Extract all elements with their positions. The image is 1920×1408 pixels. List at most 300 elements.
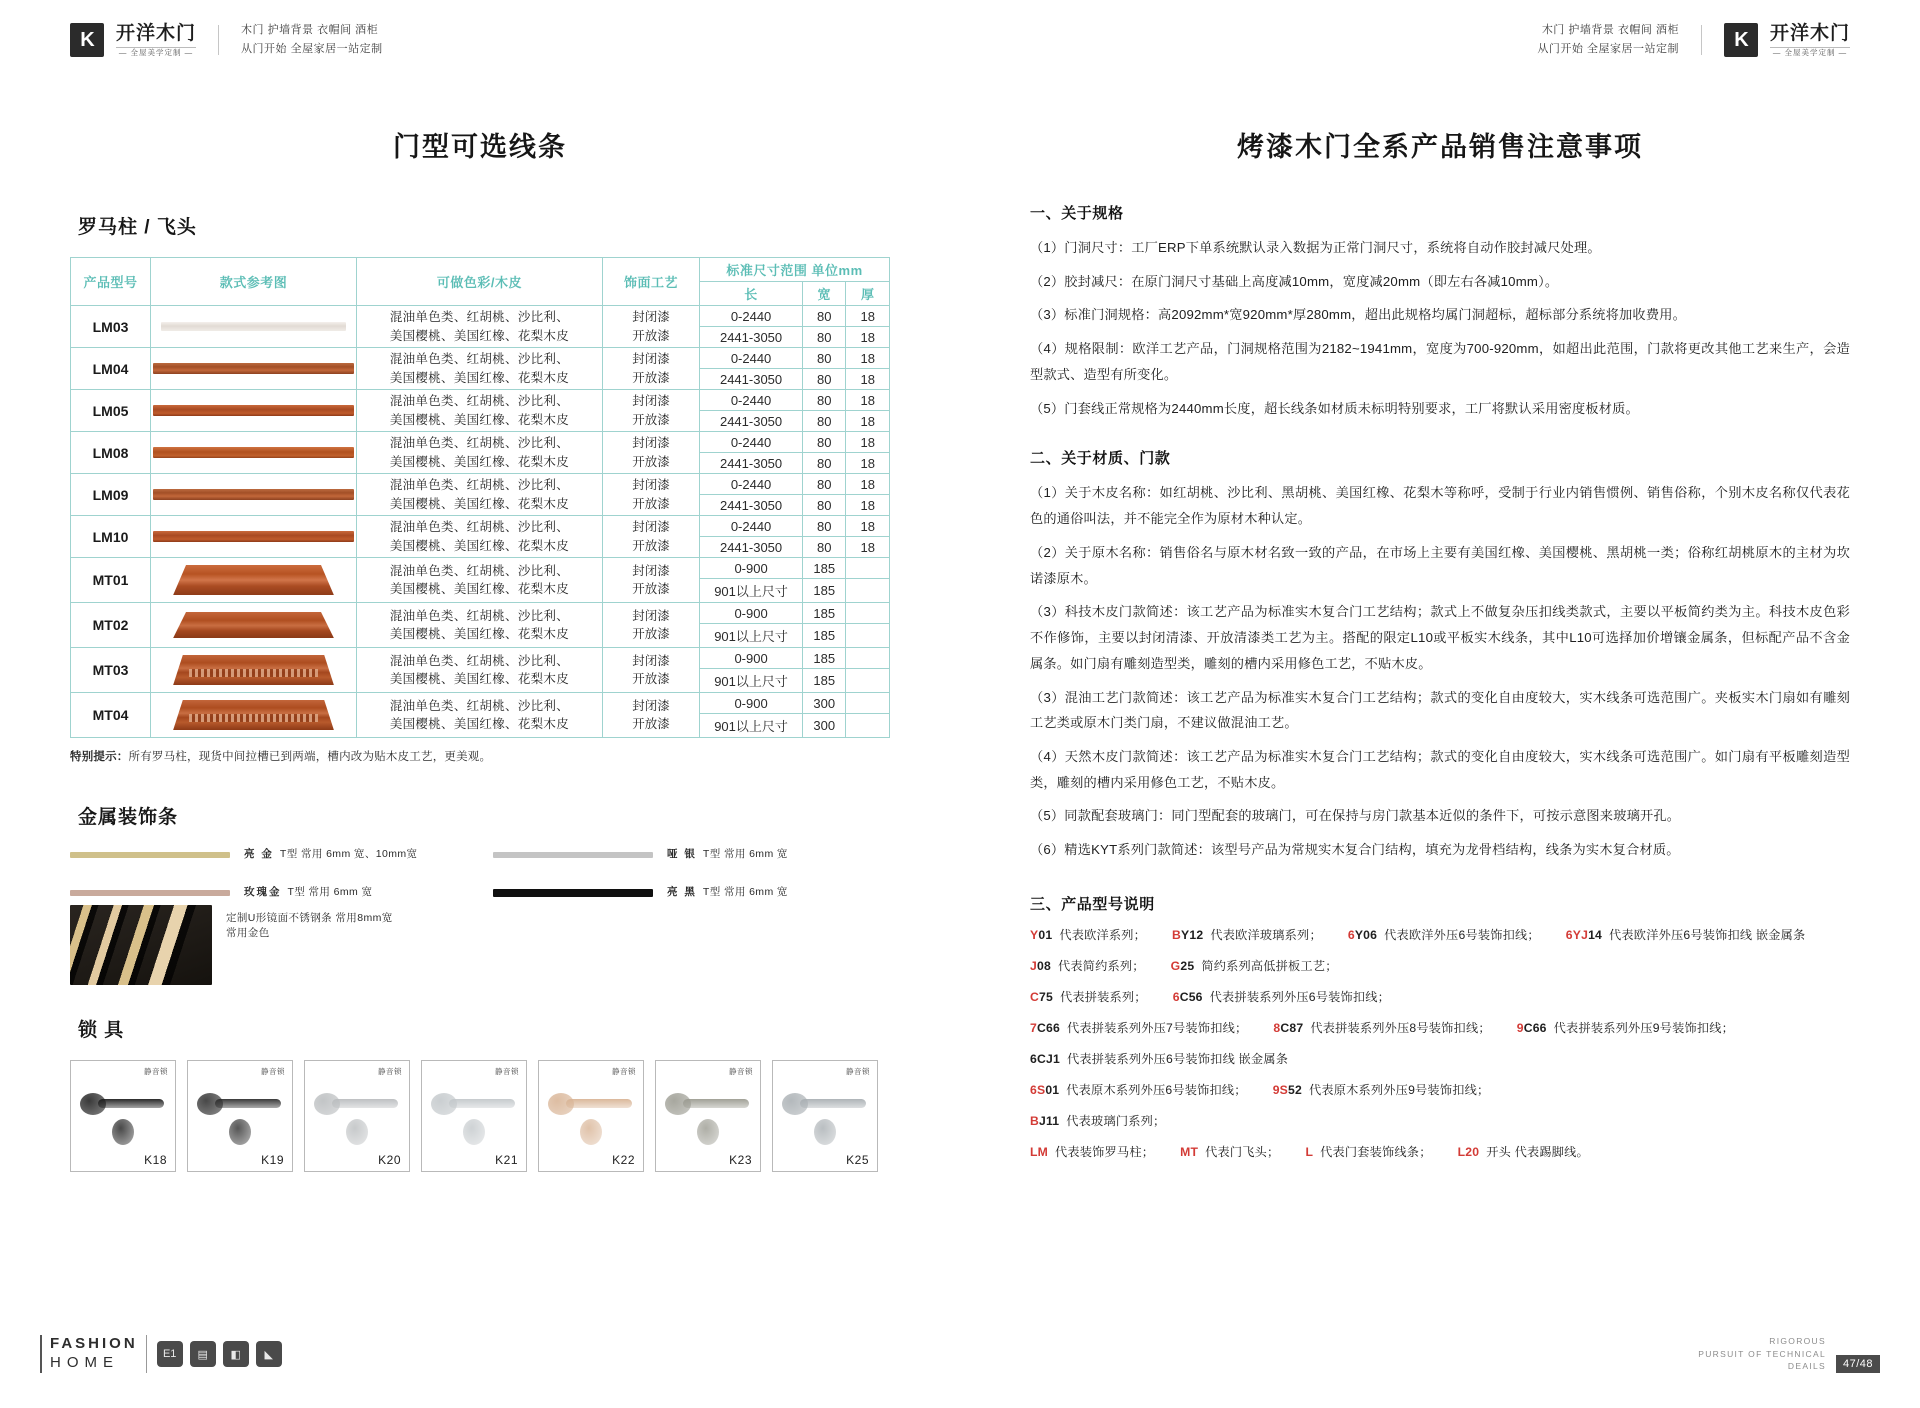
- header-tagline-left: [241, 21, 383, 58]
- notice-item: （3）标准门洞规格：高2092mm*宽920mm*厚280mm，超出此规格均属门洞超标，超标部分系统将加收费用。: [1030, 307, 1686, 323]
- model-code-description: 代表拼装系列外压6号装饰扣线 嵌金属条: [1066, 1051, 1289, 1066]
- cell-width: 80: [803, 537, 846, 558]
- cell-thickness: [846, 648, 890, 669]
- brand-wordmark-right: [1770, 23, 1850, 57]
- moulding-swatch: [173, 565, 334, 595]
- cell-thickness: 18: [846, 411, 890, 432]
- cell-image: [151, 474, 357, 516]
- cell-finish: 封闭漆 开放漆: [602, 516, 699, 558]
- model-code-entry: [1171, 957, 1338, 974]
- model-code-description: 代表门飞头；: [1205, 1144, 1280, 1159]
- moulding-swatch: [173, 612, 334, 638]
- cell-model: LM05: [71, 390, 151, 432]
- model-code-entry: [1030, 1112, 1165, 1129]
- cell-color: 混油单色类、红胡桃、沙比利、 美国樱桃、美国红橡、花梨木皮: [356, 603, 602, 648]
- th-size-group: 标准尺寸范围 单位mm: [700, 258, 890, 282]
- cell-length: 0-2440: [700, 390, 803, 411]
- cell-length: 2441-3050: [700, 537, 803, 558]
- eco-certificate-icon: E1: [157, 1341, 183, 1367]
- metal-strip-item: [493, 885, 890, 901]
- model-code-entry: [1030, 988, 1147, 1005]
- footer-brand-line-1: FASHION: [50, 1335, 138, 1353]
- lock-handle-icon: [548, 1093, 632, 1115]
- model-code-key: 9C66: [1516, 1020, 1547, 1035]
- notice-item: （2）胶封减尺：在原门洞尺寸基础上高度减10mm，宽度减20mm（即左右各减10mm）。: [1030, 273, 1559, 289]
- cell-width: 80: [803, 390, 846, 411]
- u-channel-line-2: 常用金色: [226, 927, 270, 940]
- brand-mark-icon: K: [70, 23, 104, 57]
- th-image: 款式参考图: [151, 258, 357, 306]
- model-code-key: 6S01: [1030, 1082, 1060, 1097]
- lock-handle-icon: [431, 1093, 515, 1115]
- metal-strip-label: 玫瑰金 T型 常用 6mm 宽: [244, 885, 373, 898]
- cell-thickness: [846, 624, 890, 648]
- notice-item: （1）门洞尺寸：工厂ERP下单系统默认录入数据为正常门洞尺寸，系统将自动作胶封减尺处理。: [1030, 240, 1601, 255]
- lock-card[interactable]: [187, 1060, 293, 1172]
- cell-width: 80: [803, 411, 846, 432]
- model-code-row: [1030, 1050, 1850, 1067]
- cell-length: 2441-3050: [700, 369, 803, 390]
- cell-image: [151, 390, 357, 432]
- model-code-entry: [1458, 1143, 1589, 1160]
- model-code-key: 6Y06: [1347, 927, 1378, 942]
- lock-handle-icon: [314, 1093, 398, 1115]
- metal-strip-item: [70, 847, 467, 863]
- table-body: [71, 306, 890, 738]
- table-row: [71, 516, 890, 537]
- section-title-metal-strips: 金属装饰条: [78, 807, 179, 828]
- cell-width: 185: [803, 603, 846, 624]
- model-code-key: BJ11: [1030, 1113, 1060, 1128]
- notice-section-heading: 一、关于规格: [1030, 205, 1124, 222]
- cell-image: [151, 648, 357, 693]
- model-code-key: 8C87: [1273, 1020, 1304, 1035]
- moulding-swatch: [153, 363, 354, 374]
- cell-width: 185: [803, 669, 846, 693]
- section-title-roman-column: 罗马柱 / 飞头: [78, 217, 197, 238]
- cell-length: 0-2440: [700, 516, 803, 537]
- footer-slogan: [1698, 1335, 1826, 1373]
- model-code-key: Y01: [1030, 927, 1053, 942]
- notice-item: （1）关于木皮名称：如红胡桃、沙比利、黑胡桃、美国红橡、花梨木等称呼，受制于行业内销售惯例、销售俗称，个别木皮名称仅代表花色的通俗叫法，并不能完全作为原材木种认定。: [1030, 485, 1850, 527]
- cell-image: [151, 693, 357, 738]
- table-row: [71, 390, 890, 411]
- brand-mark-icon-right: K: [1724, 23, 1758, 57]
- cell-width: 80: [803, 495, 846, 516]
- cell-image: [151, 603, 357, 648]
- cell-image: [151, 306, 357, 348]
- model-code-key: G25: [1170, 958, 1195, 973]
- cell-color: 混油单色类、红胡桃、沙比利、 美国樱桃、美国红橡、花梨木皮: [356, 306, 602, 348]
- model-code-description: 代表欧洋外压6号装饰扣线；: [1384, 927, 1540, 942]
- model-code-description: 代表玻璃门系列；: [1066, 1113, 1166, 1128]
- model-code-entry: [1172, 926, 1322, 943]
- model-code-description: 代表欧洋玻璃系列；: [1210, 927, 1322, 942]
- left-page-title: 门型可选线条: [393, 132, 567, 162]
- tagline-right-line-1: 木门 护墙背景 衣帽间 酒柜: [1541, 24, 1679, 37]
- brand-name-right: 开洋木门: [1769, 22, 1850, 44]
- cell-width: 80: [803, 432, 846, 453]
- cell-width: 185: [803, 579, 846, 603]
- model-code-row: [1030, 957, 1850, 974]
- left-column: [0, 95, 960, 1318]
- model-code-entry: [1030, 1143, 1154, 1160]
- lock-code: K18: [144, 1152, 167, 1167]
- model-code-entry: [1566, 926, 1806, 943]
- lock-tag: 静音锁: [495, 1066, 519, 1076]
- cell-thickness: [846, 669, 890, 693]
- brand-logo-left: [70, 21, 383, 58]
- lock-tag: 静音锁: [612, 1066, 636, 1076]
- model-code-entry: [1030, 1081, 1247, 1098]
- footer-slogan-line-3: DEAILS: [1787, 1361, 1826, 1372]
- brand-name: 开洋木门: [116, 22, 197, 44]
- table-row: [71, 348, 890, 369]
- model-code-row: [1030, 1143, 1850, 1160]
- th-length: 长: [700, 282, 803, 306]
- moulding-swatch: [153, 447, 354, 458]
- notice-item: （4）规格限制：欧洋工艺产品，门洞规格范围为2182~1941mm，宽度为700-920mm，如超出此范围，门款将更改其他工艺来生产，会造型款式、造型有所变化。: [1030, 341, 1850, 382]
- cell-model: LM10: [71, 516, 151, 558]
- lock-cylinder-icon: [814, 1119, 836, 1145]
- cell-thickness: 18: [846, 348, 890, 369]
- notice-item: （2）关于原木名称：销售俗名与原木材名致一致的产品，在市场上主要有美国红橡、美国樱桃、黑胡桃一类；俗称红胡桃原木的主材为坎诺漆原木。: [1030, 544, 1850, 586]
- cell-thickness: 18: [846, 495, 890, 516]
- model-code-description: 代表拼装系列；: [1059, 989, 1147, 1004]
- cell-image: [151, 348, 357, 390]
- lock-cylinder-icon: [346, 1119, 368, 1145]
- cell-model: MT03: [71, 648, 151, 693]
- model-code-description: 代表门套装饰线条；: [1320, 1144, 1432, 1159]
- model-code-entry: [1030, 957, 1145, 974]
- section-title-locks: 锁 具: [78, 1019, 125, 1041]
- cell-color: 混油单色类、红胡桃、沙比利、 美国樱桃、美国红橡、花梨木皮: [356, 348, 602, 390]
- footer-meta: [1698, 1335, 1880, 1373]
- cell-width: 185: [803, 624, 846, 648]
- cell-model: LM08: [71, 432, 151, 474]
- cell-thickness: [846, 693, 890, 714]
- cell-width: 185: [803, 648, 846, 669]
- table-note-text: 所有罗马柱，现货中间拉槽已到两端，槽内改为贴木皮工艺，更美观。: [128, 751, 492, 763]
- lock-tag: 静音锁: [378, 1066, 402, 1076]
- moulding-swatch: [161, 322, 346, 331]
- lock-code: K23: [729, 1152, 752, 1167]
- cell-length: 2441-3050: [700, 327, 803, 348]
- model-code-row: [1030, 1112, 1850, 1129]
- lock-handle-icon: [197, 1093, 281, 1115]
- model-code-key: 6YJ14: [1565, 927, 1603, 942]
- lock-tag: 静音锁: [846, 1066, 870, 1076]
- metal-strip-label: 亮 黑 T型 常用 6mm 宽: [667, 885, 788, 898]
- tagline-line-1: 木门 护墙背景 衣帽间 酒柜: [241, 24, 379, 37]
- metal-u-channel-item: [70, 905, 890, 985]
- cell-color: 混油单色类、红胡桃、沙比利、 美国樱桃、美国红橡、花梨木皮: [356, 474, 602, 516]
- product-line-table: [70, 257, 890, 738]
- model-code-entry: [1173, 988, 1390, 1005]
- model-code-entry: [1305, 1143, 1431, 1160]
- model-code-entry: [1180, 1143, 1279, 1160]
- model-code-description: 代表原木系列外压9号装饰扣线；: [1308, 1082, 1490, 1097]
- cell-finish: 封闭漆 开放漆: [602, 648, 699, 693]
- cell-thickness: 18: [846, 369, 890, 390]
- notice-sections: [1030, 202, 1850, 863]
- cell-width: 80: [803, 474, 846, 495]
- lock-card[interactable]: [538, 1060, 644, 1172]
- cell-thickness: 18: [846, 453, 890, 474]
- model-code-key: 6C56: [1172, 989, 1203, 1004]
- model-code-description: 代表拼装系列外压7号装饰扣线；: [1066, 1020, 1248, 1035]
- u-channel-photo: [70, 905, 212, 985]
- model-code-key: LM: [1030, 1144, 1048, 1159]
- metal-strip-list: [70, 847, 890, 901]
- lock-cylinder-icon: [580, 1119, 602, 1145]
- u-channel-line-1: 定制U形镜面不锈钢条 常用8mm宽: [226, 911, 393, 924]
- lock-tag: 静音锁: [261, 1066, 285, 1076]
- lock-tag: 静音锁: [144, 1066, 168, 1076]
- model-code-description: 开头 代表踢脚线。: [1486, 1144, 1589, 1159]
- lock-handle-icon: [665, 1093, 749, 1115]
- model-code-description: 代表拼装系列外压6号装饰扣线；: [1209, 989, 1391, 1004]
- cell-thickness: [846, 714, 890, 738]
- model-code-entry: [1348, 926, 1540, 943]
- moulding-swatch: [153, 405, 354, 416]
- cell-model: LM09: [71, 474, 151, 516]
- cell-color: 混油单色类、红胡桃、沙比利、 美国樱桃、美国红橡、花梨木皮: [356, 432, 602, 474]
- cell-thickness: 18: [846, 327, 890, 348]
- model-code-entry: [1273, 1081, 1490, 1098]
- cell-length: 0-2440: [700, 306, 803, 327]
- cell-image: [151, 516, 357, 558]
- table-note-label: 特别提示：: [70, 751, 129, 763]
- cell-thickness: 18: [846, 474, 890, 495]
- brand-wordmark: [116, 23, 196, 57]
- model-code-key: L: [1305, 1144, 1314, 1159]
- footer-brand: [40, 1335, 282, 1373]
- th-color: 可做色彩/木皮: [356, 258, 602, 306]
- cell-thickness: 18: [846, 306, 890, 327]
- model-code-key: 7C66: [1030, 1020, 1060, 1035]
- notice-item: （6）精选KYT系列门款简述：该型号产品为常规实木复合门结构，填充为龙骨档结构，线条为实木复合材质。: [1030, 842, 1680, 858]
- cell-model: MT02: [71, 603, 151, 648]
- cell-width: 300: [803, 714, 846, 738]
- notice-section-heading: 二、关于材质、门款: [1030, 450, 1171, 468]
- lock-code: K20: [378, 1152, 401, 1167]
- right-column: [960, 95, 1920, 1318]
- model-code-entry: [1030, 926, 1146, 943]
- cell-color: 混油单色类、红胡桃、沙比利、 美国樱桃、美国红橡、花梨木皮: [356, 516, 602, 558]
- model-code-key: MT: [1180, 1144, 1199, 1159]
- table-row: [71, 648, 890, 669]
- lock-code: K25: [846, 1152, 869, 1167]
- cell-length: 0-900: [700, 648, 803, 669]
- lock-card[interactable]: [421, 1060, 527, 1172]
- lock-card[interactable]: [655, 1060, 761, 1172]
- model-code-list: [1030, 926, 1850, 1160]
- cell-length: 901以上尺寸: [700, 669, 803, 693]
- lock-card[interactable]: [304, 1060, 410, 1172]
- metal-strip-swatch: [493, 889, 653, 897]
- cell-width: 80: [803, 348, 846, 369]
- model-code-description: 代表拼装系列外压8号装饰扣线；: [1310, 1020, 1491, 1035]
- lock-cylinder-icon: [112, 1119, 134, 1145]
- cell-length: 2441-3050: [700, 411, 803, 432]
- metal-strip-item: [70, 885, 467, 901]
- table-head: [71, 258, 890, 306]
- cell-thickness: 18: [846, 390, 890, 411]
- table-row: [71, 432, 890, 453]
- cell-color: 混油单色类、红胡桃、沙比利、 美国樱桃、美国红橡、花梨木皮: [356, 390, 602, 432]
- model-code-description: 代表拼装系列外压9号装饰扣线；: [1553, 1020, 1735, 1035]
- cell-length: 2441-3050: [700, 453, 803, 474]
- lock-cylinder-icon: [697, 1119, 719, 1145]
- door-install-icon: ◧: [223, 1341, 249, 1367]
- footer-brand-line-2: HOME: [50, 1354, 119, 1371]
- table-row: [71, 693, 890, 714]
- header-divider-right: [1701, 25, 1702, 55]
- cell-model: LM03: [71, 306, 151, 348]
- cell-finish: 封闭漆 开放漆: [602, 348, 699, 390]
- model-code-key: 9S52: [1272, 1082, 1302, 1097]
- lock-tag: 静音锁: [729, 1066, 753, 1076]
- cell-finish: 封闭漆 开放漆: [602, 693, 699, 738]
- moulding-swatch: [173, 700, 334, 730]
- cell-finish: 封闭漆 开放漆: [602, 306, 699, 348]
- cell-color: 混油单色类、红胡桃、沙比利、 美国樱桃、美国红橡、花梨木皮: [356, 558, 602, 603]
- metal-strip-label: 哑 银 T型 常用 6mm 宽: [667, 848, 788, 860]
- table-row: [71, 603, 890, 624]
- model-code-entry: [1030, 1050, 1288, 1067]
- page-number-badge: 47/48: [1836, 1355, 1880, 1373]
- th-thickness: 厚: [846, 282, 890, 306]
- table-note: [70, 748, 890, 764]
- cell-thickness: [846, 603, 890, 624]
- cell-color: 混油单色类、红胡桃、沙比利、 美国樱桃、美国红橡、花梨木皮: [356, 648, 602, 693]
- footer-icon-set: [157, 1341, 282, 1367]
- metal-strip-label: 亮 金 T型 常用 6mm 宽、10mm宽: [244, 848, 418, 860]
- model-code-entry: [1273, 1019, 1490, 1036]
- th-width: 宽: [803, 282, 846, 306]
- cell-width: 300: [803, 693, 846, 714]
- model-code-description: 简约系列高低拼板工艺；: [1201, 958, 1338, 973]
- cell-width: 80: [803, 306, 846, 327]
- lock-card[interactable]: [70, 1060, 176, 1172]
- lock-handle-icon: [80, 1093, 164, 1115]
- metal-strip-item: [493, 847, 890, 863]
- cell-image: [151, 558, 357, 603]
- cell-width: 185: [803, 558, 846, 579]
- model-code-key: 6CJ1: [1030, 1051, 1060, 1066]
- table-header-row-1: [71, 258, 890, 282]
- lock-cylinder-icon: [463, 1119, 485, 1145]
- cell-length: 0-2440: [700, 432, 803, 453]
- lock-card[interactable]: [772, 1060, 878, 1172]
- cell-length: 0-2440: [700, 348, 803, 369]
- model-code-key: BY12: [1172, 927, 1204, 942]
- metal-strip-swatch: [70, 852, 230, 858]
- brand-subtitle: — 全屋美学定制 —: [116, 47, 196, 58]
- notice-item: （3）混油工艺门款简述：该工艺产品为标准实木复合门工艺结构；款式的变化自由度较大，实木线条可选范围广。夹板实木门扇如有雕刻工艺类或原木门类门扇，不建议做混油工艺。: [1030, 689, 1850, 731]
- notice-item: （5）同款配套玻璃门：同门型配套的玻璃门，可在保持与房门款基本近似的条件下，可按示意图来玻璃开孔。: [1030, 808, 1681, 824]
- cell-length: 0-2440: [700, 474, 803, 495]
- cell-length: 901以上尺寸: [700, 579, 803, 603]
- th-model: 产品型号: [71, 258, 151, 306]
- model-code-description: 代表原木系列外压6号装饰扣线；: [1066, 1082, 1247, 1097]
- moulding-swatch: [173, 655, 334, 685]
- cell-length: 901以上尺寸: [700, 624, 803, 648]
- cell-model: MT01: [71, 558, 151, 603]
- cell-finish: 封闭漆 开放漆: [602, 474, 699, 516]
- metal-strip-swatch: [70, 890, 230, 896]
- cell-finish: 封闭漆 开放漆: [602, 603, 699, 648]
- cell-image: [151, 432, 357, 474]
- panel-layer-icon: ▤: [190, 1341, 216, 1367]
- model-code-description: 代表装饰罗马柱；: [1055, 1144, 1155, 1159]
- header-tagline-right: [1537, 21, 1679, 58]
- cell-width: 80: [803, 516, 846, 537]
- th-finish: 饰面工艺: [602, 258, 699, 306]
- tagline-right-line-2: 从门开始 全屋家居一站定制: [1537, 43, 1679, 55]
- cell-length: 2441-3050: [700, 495, 803, 516]
- notice-item: （4）天然木皮门款简述：该工艺产品为标准实木复合门工艺结构；款式的变化自由度较大，实木线条可选范围广。如门扇有平板雕刻造型类，雕刻的槽内采用修色工艺，不贴木皮。: [1030, 749, 1850, 790]
- fashion-home-wordmark: [40, 1335, 147, 1373]
- right-page-title: 烤漆木门全系产品销售注意事项: [1237, 132, 1643, 162]
- table-row: [71, 306, 890, 327]
- model-code-row: [1030, 988, 1850, 1005]
- lock-handle-icon: [782, 1093, 866, 1115]
- cell-length: 0-900: [700, 693, 803, 714]
- footer-slogan-line-2: PURSUIT OF TECHNICAL: [1698, 1348, 1826, 1359]
- notice-item: （3）科技木皮门款简述：该工艺产品为标准实木复合门工艺结构；款式上不做复杂压扣线类款式，主要以平板简约类为主。科技木皮色彩不作修饰，主要以封闭清漆、开放清漆类工艺为主。搭配的限定L10或平板实木线条，其中L10可选择加价增镶金属条，但标配产品不含金属条。如门扇有雕刻造型类，雕刻的槽内采用修色工艺，不贴木皮。: [1030, 604, 1850, 671]
- cell-thickness: 18: [846, 516, 890, 537]
- cell-width: 80: [803, 327, 846, 348]
- model-code-description: 代表欧洋系列；: [1059, 927, 1147, 942]
- model-code-row: [1030, 926, 1850, 943]
- model-code-key: C75: [1030, 989, 1053, 1004]
- cell-width: 80: [803, 369, 846, 390]
- tagline-line-2: 从门开始 全屋家居一站定制: [241, 43, 383, 55]
- page-body: [0, 95, 1920, 1318]
- brand-logo-right: [1537, 21, 1850, 58]
- cell-width: 80: [803, 453, 846, 474]
- lock-cylinder-icon: [229, 1119, 251, 1145]
- model-code-description: 代表欧洋外压6号装饰扣线 嵌金属条: [1609, 927, 1806, 942]
- cell-model: MT04: [71, 693, 151, 738]
- cell-length: 0-900: [700, 558, 803, 579]
- cell-thickness: [846, 579, 890, 603]
- footer-slogan-line-1: RIGOROUS: [1769, 1335, 1826, 1346]
- cell-length: 901以上尺寸: [700, 714, 803, 738]
- notice-item: （5）门套线正常规格为2440mm长度，超长线条如材质未标明特别要求，工厂将默认采用密度板材质。: [1030, 400, 1639, 416]
- model-code-key: J08: [1030, 958, 1051, 973]
- metal-strip-swatch: [493, 852, 653, 858]
- cell-model: LM04: [71, 348, 151, 390]
- lock-code: K22: [612, 1152, 635, 1167]
- model-code-description: 代表简约系列；: [1057, 958, 1145, 973]
- cell-length: 0-900: [700, 603, 803, 624]
- lock-code: K19: [261, 1152, 284, 1167]
- brand-subtitle-right: — 全屋美学定制 —: [1770, 47, 1850, 58]
- wood-grain-icon: ◣: [256, 1341, 282, 1367]
- cell-finish: 封闭漆 开放漆: [602, 558, 699, 603]
- moulding-swatch: [153, 489, 354, 500]
- model-code-row: [1030, 1019, 1850, 1036]
- cell-thickness: 18: [846, 432, 890, 453]
- moulding-swatch: [153, 531, 354, 542]
- page-header: [0, 0, 1920, 80]
- lock-list: [70, 1060, 890, 1172]
- cell-color: 混油单色类、红胡桃、沙比利、 美国樱桃、美国红橡、花梨木皮: [356, 693, 602, 738]
- u-channel-label: [226, 905, 393, 943]
